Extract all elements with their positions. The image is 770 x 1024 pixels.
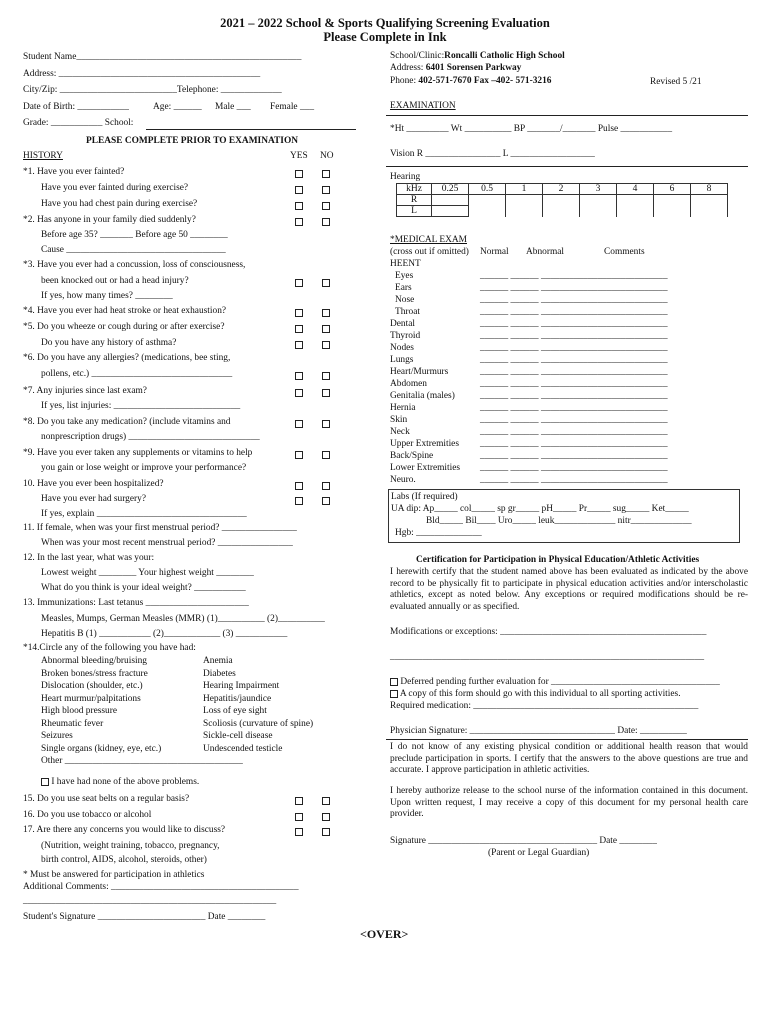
- condition-item[interactable]: Dislocation (shoulder, etc.): [41, 681, 143, 691]
- modifications-line2[interactable]: ___________________________________________________________________: [390, 652, 705, 662]
- history-question: 13. Immunizations: Last tetanus ______________________: [23, 598, 249, 608]
- exam-item-entry[interactable]: ______ ______ ___________________________: [480, 475, 668, 485]
- history-question: Have you had chest pain during exercise?: [41, 199, 198, 209]
- history-question: Before age 35? _______ Before age 50 ________: [41, 230, 228, 240]
- yes-heading: YES: [290, 151, 308, 161]
- hearing-cell[interactable]: [469, 206, 506, 217]
- deferred-row: [390, 677, 720, 687]
- no-checkbox[interactable]: [322, 202, 330, 210]
- exam-item-label: Neuro.: [390, 475, 416, 485]
- exam-item-entry[interactable]: ______ ______ ___________________________: [480, 463, 668, 473]
- history-heading: HISTORY: [23, 151, 63, 161]
- yes-checkbox[interactable]: [295, 186, 303, 194]
- authorization-statement: I hereby authorize release to the school nurse of the information contained in this document. Upon written request, I may receive a copy of this document for my personal health care provider.: [390, 786, 748, 820]
- history-question: *6. Do you have any allergies? (medications, bee sting,: [23, 353, 231, 363]
- history-question: If yes, how many times? ________: [41, 291, 173, 301]
- hearing-header-cell: kHz: [397, 184, 432, 195]
- history-question: nonprescription drugs) ____________________________: [41, 432, 260, 442]
- heent-heading: HEENT: [390, 259, 421, 269]
- no-checkbox[interactable]: [322, 828, 330, 836]
- history-question: *4. Have you ever had heat stroke or heat exhaustion?: [23, 306, 227, 316]
- exam-item-label: Skin: [390, 415, 408, 425]
- yes-checkbox[interactable]: [295, 389, 303, 397]
- history-question: *5. Do you wheeze or cough during or after exercise?: [23, 322, 225, 332]
- school-line: [146, 129, 356, 130]
- exam-item-entry[interactable]: ______ ______ ___________________________: [480, 307, 668, 317]
- exam-item-label: Hernia: [390, 403, 416, 413]
- hearing-label: Hearing: [390, 172, 421, 182]
- grade-school-field[interactable]: Grade: ___________ School:: [23, 118, 134, 128]
- exam-item-entry[interactable]: ______ ______ ___________________________: [480, 451, 668, 461]
- please-complete-heading: PLEASE COMPLETE PRIOR TO EXAMINATION: [86, 136, 299, 146]
- history-question: *9. Have you ever taken any supplements or vitamins to help: [23, 448, 253, 458]
- yes-checkbox[interactable]: [295, 372, 303, 380]
- condition-item[interactable]: Diabetes: [203, 668, 236, 679]
- condition-item[interactable]: Anemia: [203, 656, 233, 666]
- condition-item[interactable]: Loss of eye sight: [203, 706, 267, 716]
- history-question: 10. Have you ever been hospitalized?: [23, 479, 164, 489]
- condition-item[interactable]: Abnormal bleeding/bruising: [41, 656, 147, 666]
- ua-dip-line[interactable]: UA dip: Ap_____ col_____ sp gr_____ pH_____ Pr_____ sug_____ Ket_____: [391, 504, 689, 514]
- physician-statement: I do not know of any existing physical condition or additional health reason that would preclude participation in sports. I certify that the answers to the above questions are true and accurate. I approve participation in athletic activities.: [390, 742, 748, 776]
- none-of-above-row: [41, 777, 199, 787]
- yes-checkbox[interactable]: [295, 497, 303, 505]
- address-field[interactable]: Address: ___________________________________________: [23, 69, 261, 79]
- additional-comments-field[interactable]: Additional Comments: ________________________________________: [23, 882, 299, 892]
- exam-item-label: Thyroid: [390, 331, 421, 341]
- guardian-signature-field[interactable]: Signature ____________________________________ Date ________: [390, 836, 657, 846]
- no-checkbox[interactable]: [322, 451, 330, 459]
- ua-dip-line2[interactable]: Bld_____ Bil____ Uro_____ leuk_____________ nitr_____________: [426, 516, 692, 526]
- history-question: Have you ever had surgery?: [41, 494, 146, 504]
- condition-item[interactable]: Hepatitis/jaundice: [203, 693, 272, 704]
- history-question: Hepatitis B (1) ___________ (2)____________ (3) ___________: [41, 629, 288, 639]
- student-signature-field[interactable]: Student's Signature _______________________ Date ________: [23, 912, 266, 922]
- history-question: Do you have any history of asthma?: [41, 338, 177, 348]
- exam-item-label: Ears: [395, 283, 412, 293]
- age-field[interactable]: Age: ______: [153, 102, 202, 112]
- school-clinic: [390, 51, 565, 61]
- none-of-above-label: I have had none of the above problems.: [51, 777, 200, 787]
- phone-value: 402-571-7670 Fax –402- 571-3216: [418, 76, 552, 86]
- yes-checkbox[interactable]: [295, 482, 303, 490]
- cross-out-note: (cross out if omitted): [390, 247, 469, 257]
- no-checkbox[interactable]: [322, 186, 330, 194]
- exam-item-entry[interactable]: ______ ______ ___________________________: [480, 367, 668, 377]
- hearing-cell[interactable]: [432, 206, 469, 217]
- modifications-field[interactable]: Modifications or exceptions: ____________________________________________: [390, 627, 707, 637]
- exam-item-label: Lungs: [390, 355, 414, 365]
- history-question: 11. If female, when was your first menstrual period? ________________: [23, 523, 297, 533]
- hearing-cell[interactable]: [654, 206, 691, 217]
- dob-field[interactable]: Date of Birth: ___________: [23, 102, 129, 112]
- condition-item[interactable]: Undescended testicle: [203, 743, 283, 754]
- history-question: 15. Do you use seat belts on a regular basis?: [23, 794, 190, 804]
- condition-item[interactable]: Other ______________________________________: [41, 756, 243, 766]
- no-checkbox[interactable]: [322, 170, 330, 178]
- no-checkbox[interactable]: [322, 372, 330, 380]
- hearing-header-cell: 2: [543, 184, 580, 195]
- additional-comments-line2[interactable]: ______________________________________________________: [23, 896, 277, 906]
- no-checkbox[interactable]: [322, 797, 330, 805]
- vision-divider: [386, 166, 748, 167]
- hearing-header-cell: 4: [617, 184, 654, 195]
- certification-body: I herewith certify that the student named above has been evaluated as indicated by the above record to be physically fit to participate in physical education activities and/or interscholastic athletics, except as noted below. Any exceptions or required modifications should be re-evaluated annually or as specified.: [390, 567, 748, 612]
- guardian-label: (Parent or Legal Guardian): [488, 848, 590, 858]
- exam-item-entry[interactable]: ______ ______ ___________________________: [480, 403, 668, 413]
- history-question: 16. Do you use tobacco or alcohol: [23, 810, 152, 820]
- yes-checkbox[interactable]: [295, 828, 303, 836]
- condition-item[interactable]: Sickle-cell disease: [203, 731, 273, 741]
- vitals-field[interactable]: *Ht _________ Wt __________ BP _______/_______ Pulse ___________: [390, 124, 673, 134]
- history-question: 12. In the last year, what was your:: [23, 553, 155, 563]
- exam-item-label: Eyes: [395, 271, 414, 281]
- exam-item-label: Genitalia (males): [390, 391, 455, 401]
- exam-item-label: Back/Spine: [390, 451, 434, 461]
- school-address: [390, 63, 521, 73]
- female-field[interactable]: Female ___: [270, 102, 315, 112]
- yes-checkbox[interactable]: [295, 451, 303, 459]
- exam-item-label: Dental: [390, 319, 415, 329]
- history-question: Have you ever fainted during exercise?: [41, 183, 189, 193]
- deferred-checkbox[interactable]: [390, 678, 398, 686]
- exam-item-label: Abdomen: [390, 379, 427, 389]
- no-checkbox[interactable]: [322, 325, 330, 333]
- condition-item[interactable]: Single organs (kidney, eye, etc.): [41, 743, 162, 754]
- exam-item-entry[interactable]: ______ ______ ___________________________: [480, 355, 668, 365]
- required-medication-field[interactable]: Required medication: ________________________________________________: [390, 701, 699, 711]
- hearing-cell[interactable]: [580, 206, 617, 217]
- history-question: pollens, etc.) ______________________________: [41, 369, 233, 379]
- history-question: *8. Do you take any medication? (include vitamins and: [23, 417, 231, 427]
- exam-item-entry[interactable]: ______ ______ ___________________________: [480, 319, 668, 329]
- vision-field[interactable]: Vision R ________________ L __________________: [390, 149, 595, 159]
- hearing-ear-label: R: [397, 195, 432, 206]
- history-question: When was your most recent menstrual period? ________________: [41, 538, 293, 548]
- exam-item-label: Upper Extremities: [390, 439, 459, 449]
- hearing-header-cell: 8: [691, 184, 728, 195]
- hgb-line[interactable]: Hgb: ______________: [395, 528, 482, 538]
- comments-heading: Comments: [604, 247, 645, 257]
- city-zip-phone-field[interactable]: City/Zip: _________________________Telephone: _____________: [23, 85, 282, 95]
- condition-item[interactable]: Rheumatic fever: [41, 718, 104, 729]
- hearing-cell[interactable]: [691, 206, 728, 217]
- hearing-ear-label: L: [397, 206, 432, 217]
- yes-checkbox[interactable]: [295, 797, 303, 805]
- no-checkbox[interactable]: [322, 482, 330, 490]
- physician-divider: [386, 739, 748, 740]
- phone-label: Phone:: [390, 76, 419, 86]
- no-checkbox[interactable]: [322, 497, 330, 505]
- hearing-cell[interactable]: [469, 195, 506, 206]
- exam-item-entry[interactable]: ______ ______ ___________________________: [480, 295, 668, 305]
- history-question: been knocked out or had a head injury?: [41, 276, 189, 286]
- history-question: *7. Any injuries since last exam?: [23, 386, 147, 396]
- no-checkbox[interactable]: [322, 389, 330, 397]
- normal-heading: Normal: [480, 247, 509, 257]
- history-question: Measles, Mumps, German Measles (MMR) (1)__________ (2)__________: [41, 614, 325, 624]
- exam-item-entry[interactable]: ______ ______ ___________________________: [480, 379, 668, 389]
- condition-item[interactable]: High blood pressure: [41, 706, 118, 716]
- examination-heading: EXAMINATION: [390, 101, 456, 111]
- hearing-cell[interactable]: [543, 206, 580, 217]
- no-checkbox[interactable]: [322, 309, 330, 317]
- yes-checkbox[interactable]: [295, 279, 303, 287]
- hearing-cell[interactable]: [617, 206, 654, 217]
- condition-item[interactable]: Scoliosis (curvature of spine): [203, 718, 314, 729]
- history-question: (Nutrition, weight training, tobacco, pregnancy,: [41, 841, 220, 851]
- hearing-header-cell: 1: [506, 184, 543, 195]
- exam-item-entry[interactable]: ______ ______ ___________________________: [480, 427, 668, 437]
- hearing-header-cell: 0.5: [469, 184, 506, 195]
- exam-item-label: Lower Extremities: [390, 463, 461, 473]
- copy-checkbox[interactable]: [390, 690, 398, 698]
- exam-item-label: Nodes: [390, 343, 414, 353]
- condition-item[interactable]: Hearing Impairment: [203, 681, 280, 691]
- history-question: *1. Have you ever fainted?: [23, 167, 125, 177]
- yes-checkbox[interactable]: [295, 813, 303, 821]
- no-checkbox[interactable]: [322, 279, 330, 287]
- condition-item[interactable]: Seizures: [41, 731, 73, 741]
- yes-checkbox[interactable]: [295, 202, 303, 210]
- school-label: School/Clinic:: [390, 51, 445, 61]
- hearing-cell[interactable]: [506, 195, 543, 206]
- school-name: Roncalli Catholic High School: [444, 51, 565, 61]
- yes-checkbox[interactable]: [295, 218, 303, 226]
- hearing-cell[interactable]: [543, 195, 580, 206]
- exam-item-entry[interactable]: ______ ______ ___________________________: [480, 331, 668, 341]
- exam-item-entry[interactable]: ______ ______ ___________________________: [480, 343, 668, 353]
- yes-checkbox[interactable]: [295, 309, 303, 317]
- exam-item-entry[interactable]: ______ ______ ___________________________: [480, 391, 668, 401]
- medical-exam-title: *MEDICAL EXAM: [390, 235, 467, 245]
- no-checkbox[interactable]: [322, 813, 330, 821]
- over-label: <OVER>: [360, 927, 409, 941]
- deferred-label: Deferred pending further evaluation for ____________________________________: [400, 677, 720, 687]
- form-subtitle: Please Complete in Ink: [323, 30, 447, 44]
- hearing-table: [396, 183, 728, 217]
- abnormal-heading: Abnormal: [526, 247, 565, 257]
- history-question: *3. Have you ever had a concussion, loss of consciousness,: [23, 260, 246, 270]
- no-checkbox[interactable]: [322, 341, 330, 349]
- no-checkbox[interactable]: [322, 420, 330, 428]
- yes-checkbox[interactable]: [295, 420, 303, 428]
- hearing-header-cell: 6: [654, 184, 691, 195]
- exam-item-entry[interactable]: ______ ______ ___________________________: [480, 415, 668, 425]
- condition-item[interactable]: Broken bones/stress fracture: [41, 668, 148, 679]
- history-question: 17. Are there any concerns you would like to discuss?: [23, 825, 226, 835]
- exam-item-entry[interactable]: ______ ______ ___________________________: [480, 271, 668, 281]
- yes-checkbox[interactable]: [295, 341, 303, 349]
- certification-title: Certification for Participation in Physical Education/Athletic Activities: [416, 555, 700, 565]
- male-field[interactable]: Male ___: [215, 102, 251, 112]
- must-answer-note: * Must be answered for participation in athletics: [23, 870, 205, 880]
- history-question: *14.Circle any of the following you have had:: [23, 643, 196, 653]
- history-question: If yes, explain ________________________________: [41, 509, 247, 519]
- history-question: you gain or lose weight or improve your performance?: [41, 463, 247, 473]
- form-title: 2021 – 2022 School & Sports Qualifying Screening Evaluation: [220, 16, 550, 30]
- exam-item-label: Heart/Murmurs: [390, 367, 449, 377]
- history-question: birth control, AIDS, alcohol, steroids, other): [41, 855, 207, 865]
- exam-item-label: Throat: [395, 307, 420, 317]
- school-phone: [390, 76, 551, 86]
- none-of-above-checkbox[interactable]: [41, 778, 49, 786]
- hearing-cell[interactable]: [580, 195, 617, 206]
- history-question: Lowest weight ________ Your highest weight ________: [41, 568, 254, 578]
- hearing-cell[interactable]: [617, 195, 654, 206]
- hearing-cell[interactable]: [654, 195, 691, 206]
- school-address-label: Address:: [390, 63, 426, 73]
- exam-item-entry[interactable]: ______ ______ ___________________________: [480, 439, 668, 449]
- copy-row: [390, 689, 681, 699]
- copy-label: A copy of this form should go with this individual to all sporting activities.: [399, 689, 681, 699]
- hearing-cell[interactable]: [691, 195, 728, 206]
- labs-title: Labs (If required): [391, 492, 458, 502]
- exam-item-label: Nose: [395, 295, 415, 305]
- yes-checkbox[interactable]: [295, 170, 303, 178]
- physician-signature-field[interactable]: Physician Signature: _______________________________ Date: __________: [390, 726, 687, 736]
- history-question: *2. Has anyone in your family died suddenly?: [23, 215, 196, 225]
- hearing-cell[interactable]: [432, 195, 469, 206]
- hearing-cell[interactable]: [506, 206, 543, 217]
- no-heading: NO: [320, 151, 334, 161]
- no-checkbox[interactable]: [322, 218, 330, 226]
- history-question: If yes, list injuries: ___________________________: [41, 401, 241, 411]
- school-address-value: 6401 Sorensen Parkway: [425, 63, 522, 73]
- student-name-field[interactable]: Student Name________________________________________________: [23, 52, 302, 62]
- exam-item-label: Neck: [390, 427, 410, 437]
- exam-item-entry[interactable]: ______ ______ ___________________________: [480, 283, 668, 293]
- hearing-header-cell: 0.25: [432, 184, 469, 195]
- yes-checkbox[interactable]: [295, 325, 303, 333]
- history-question: What do you think is your ideal weight? ___________: [41, 583, 246, 593]
- history-question: Cause __________________________________: [41, 245, 226, 255]
- exam-divider: [386, 115, 748, 116]
- condition-item[interactable]: Heart murmur/palpitations: [41, 693, 141, 704]
- hearing-header-cell: 3: [580, 184, 617, 195]
- revised-date: Revised 5 /21: [650, 77, 702, 87]
